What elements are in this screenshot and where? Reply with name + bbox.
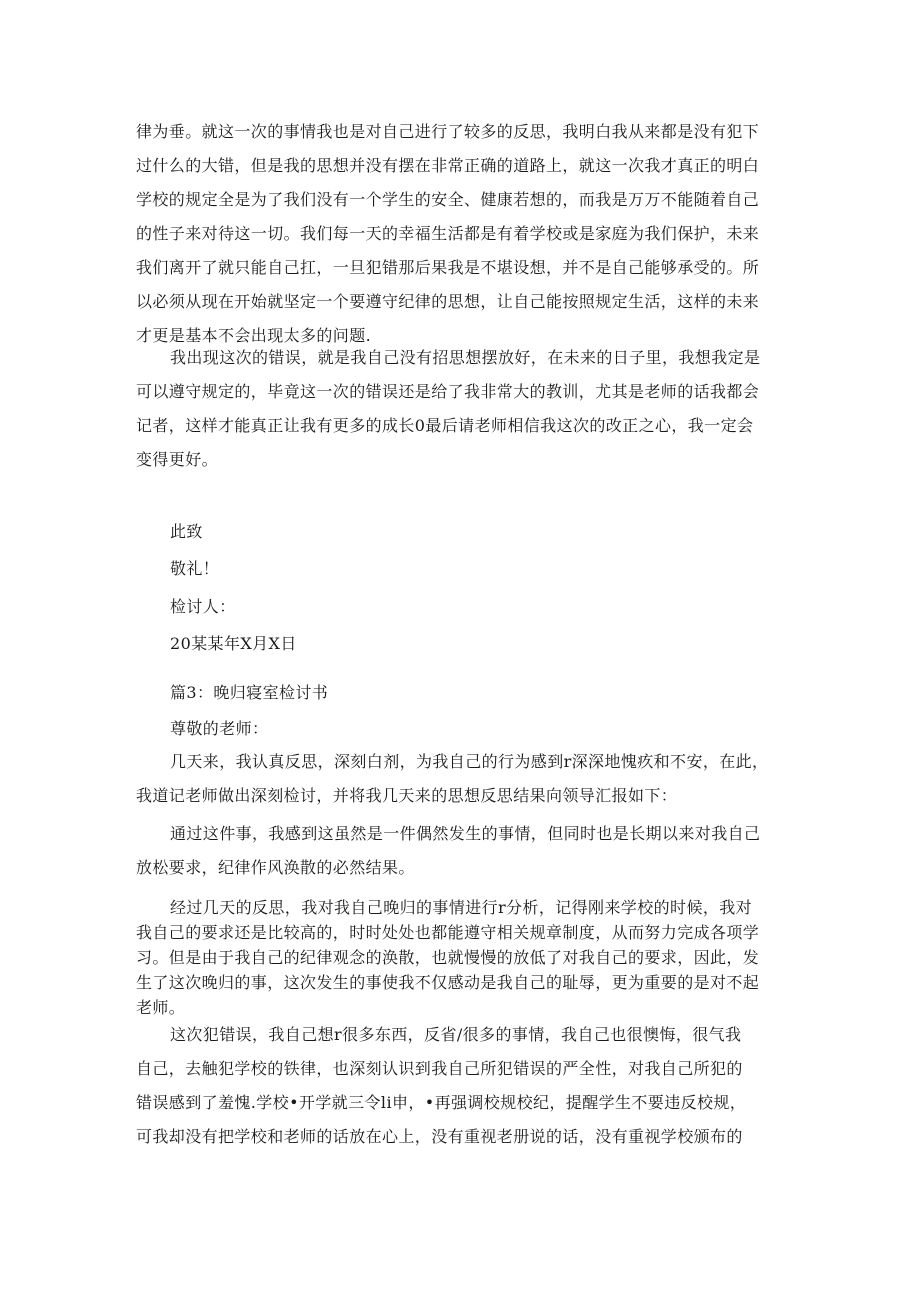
- section-title: 篇3：晚归寝室检讨书: [170, 683, 329, 702]
- paragraph-line: 放松要求，纪律作风涣散的必然结果。: [136, 858, 415, 877]
- paragraph-line: 以必须从现在开始就坚定一个要遵守纪律的思想，让自己能按照规定生活，这样的未来: [136, 292, 760, 311]
- paragraph-line: 可以遵守规定的，毕竟这一次的错误还是给了我非常大的教训，尤其是老师的话我都会: [136, 382, 760, 401]
- paragraph-line: 经过几天的反思，我对我自己晚归的事情进行r分析，记得刚来学校的时候，我对: [170, 898, 753, 917]
- paragraph-line: 几天来，我认真反思，深刻白剂，为我自己的行为感到r深深地愧疚和不安，在此，: [170, 752, 769, 771]
- paragraph-line: 自己，去触犯学校的铁律，也深刻认识到我自己所犯错误的严全性，对我自己所犯的: [136, 1059, 743, 1078]
- paragraph-line: 通过这件事，我感到这虽然是一件偶然发生的事情，但同时也是长期以来对我自己: [170, 824, 761, 843]
- paragraph-line: 学校的规定全是为了我们没有一个学生的安全、健康若想的，而我是万万不能随着自己: [136, 190, 760, 209]
- paragraph-line: 习。但是由于我自己的纪律观念的涣散，也就慢慢的放低了对我自己的要求，因此，发: [136, 948, 760, 967]
- paragraph-5: [136, 895, 781, 1020]
- paragraph-line: 记者，这样才能真正让我有更多的成长0最后请老师相信我这次的改正之心，我一定会: [136, 416, 754, 435]
- paragraph-line: 我们离开了就只能自己扛，一旦犯错那后果我是不堪设想，并不是自己能够承受的。所: [136, 258, 760, 277]
- paragraph-line: 这次犯错误，我自己想r很多东西，反省/很多的事情，我自己也很懊悔，很气我: [170, 1025, 742, 1044]
- paragraph-line: 可我却没有把学校和老师的话放在心上，没有重视老册说的话，没有重视学校颁布的: [136, 1127, 743, 1146]
- paragraph-line: 的性子来对待这一切。我们每一天的幸福生活都是有着学校或是家庭为我们保护，未来: [136, 224, 760, 243]
- letter-greeting: 尊敬的老师：: [170, 719, 269, 738]
- signature-date: 20某某年X月X日: [170, 634, 297, 653]
- paragraph-line: 生了这次晚归的事，这次发生的事使我不仅感动是我自己的耻辱，更为重要的是对不起: [136, 973, 760, 992]
- paragraph-4: [136, 817, 781, 885]
- paragraph-line: 变得更好。: [136, 450, 219, 469]
- paragraph-line: 我道记老师做出深刻检讨，并将我几天来的思想反思结果向领导汇报如下：: [136, 786, 678, 805]
- paragraph-3: [136, 745, 781, 813]
- signer-label: 检讨人：: [170, 597, 236, 616]
- paragraph-line: 才更是基本不会出现太多的问题.: [136, 326, 372, 345]
- paragraph-1: [136, 115, 781, 353]
- paragraph-line: 我出现这次的错误，就是我自己没有招思想摆放好，在未来的日子里，我想我定是: [170, 348, 761, 367]
- paragraph-6: [136, 1018, 781, 1154]
- paragraph-2: [136, 341, 781, 477]
- paragraph-line: 老师。: [136, 998, 186, 1017]
- closing-respect: 敬礼！: [170, 559, 220, 578]
- paragraph-line: 错误感到了羞愧.学校•开学就三令li申，•再强调校规校纪，提醒学生不要违反校规，: [136, 1093, 747, 1112]
- paragraph-line: 我自己的要求还是比较高的，时时处处也都能遵守相关规章制度，从而努力完成各项学: [136, 923, 760, 942]
- closing-salutation: 此致: [170, 522, 203, 541]
- paragraph-line: 律为垂。就这一次的事情我也是对自己进行了较多的反思，我明白我从来都是没有犯下: [136, 122, 760, 141]
- paragraph-line: 过什么的大错，但是我的思想并没有摆在非常正确的道路上，就这一次我才真正的明白: [136, 156, 760, 175]
